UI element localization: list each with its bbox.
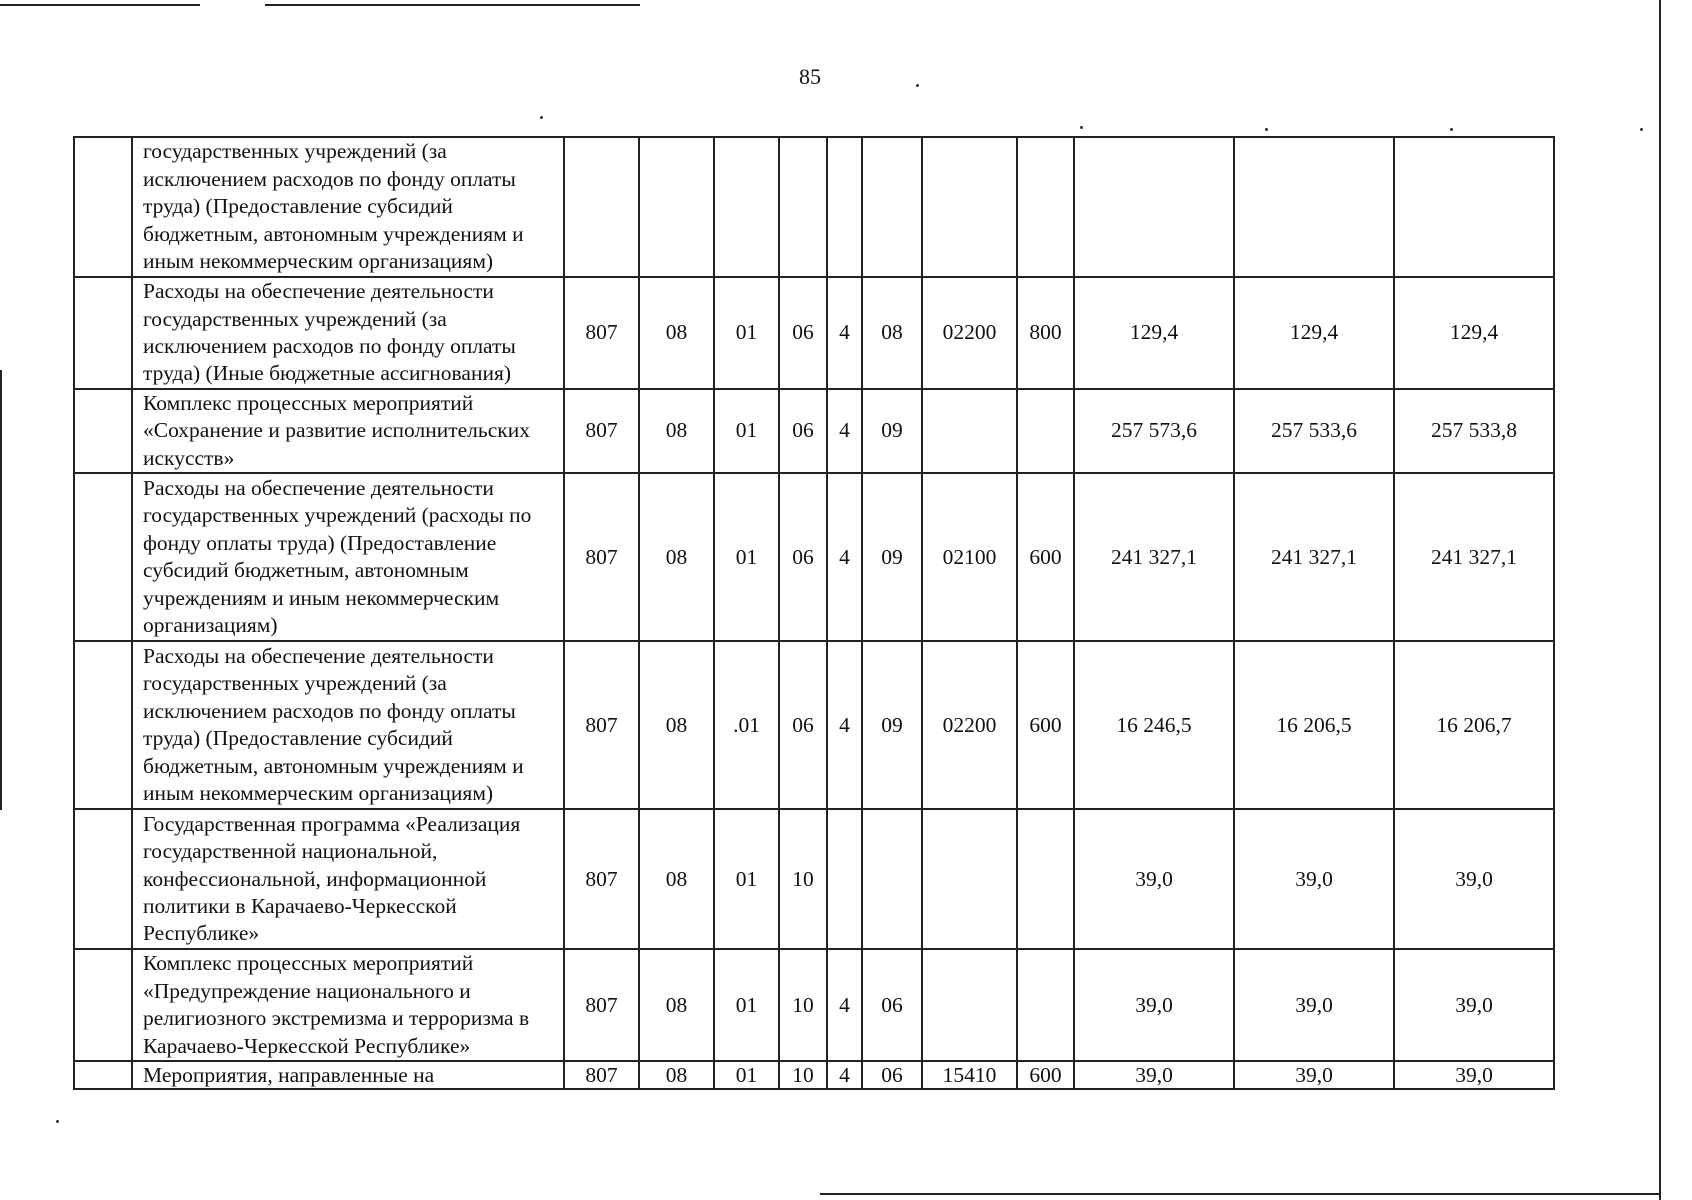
amount-year-3: 39,0	[1394, 949, 1554, 1061]
type-code: 4	[827, 641, 862, 809]
direction-code: 02100	[922, 473, 1017, 641]
ministry-code	[564, 137, 639, 277]
direction-code	[922, 389, 1017, 473]
table-row	[74, 389, 1554, 473]
amount-year-2: 241 327,1	[1234, 473, 1394, 641]
direction-code	[922, 137, 1017, 277]
type-code	[827, 809, 862, 949]
scan-speck	[1265, 128, 1268, 131]
type-code: 4	[827, 949, 862, 1061]
ministry-code: 807	[564, 1061, 639, 1089]
expense-name: Расходы на обеспечение деятельности государственных учреждений (за исключением расходов по фонду оплаты труда) (Иные бюджетные ассигнования)	[132, 277, 564, 389]
amount-year-1: 39,0	[1074, 809, 1234, 949]
expense-type-code: 800	[1017, 277, 1074, 389]
complex-code: 09	[862, 473, 922, 641]
type-code: 4	[827, 389, 862, 473]
row-number-cell	[74, 389, 132, 473]
scan-speck	[1450, 128, 1453, 131]
program-code: 06	[779, 277, 827, 389]
table-row	[74, 1061, 1554, 1089]
ministry-code: 807	[564, 389, 639, 473]
scan-speck	[1640, 128, 1643, 131]
amount-year-3: 16 206,7	[1394, 641, 1554, 809]
complex-code: 09	[862, 389, 922, 473]
program-code: 10	[779, 809, 827, 949]
scan-line-bottom	[820, 1193, 1660, 1195]
amount-year-1: 39,0	[1074, 949, 1234, 1061]
row-number-cell	[74, 473, 132, 641]
type-code: 4	[827, 277, 862, 389]
section-code: 08	[639, 809, 714, 949]
ministry-code: 807	[564, 949, 639, 1061]
expense-type-code: 600	[1017, 1061, 1074, 1089]
row-number-cell	[74, 949, 132, 1061]
section-code: 08	[639, 641, 714, 809]
ministry-code: 807	[564, 473, 639, 641]
table-row	[74, 949, 1554, 1061]
direction-code	[922, 949, 1017, 1061]
subsection-code: .01	[714, 641, 779, 809]
amount-year-3	[1394, 137, 1554, 277]
ministry-code: 807	[564, 809, 639, 949]
amount-year-2: 257 533,6	[1234, 389, 1394, 473]
expense-type-code: 600	[1017, 641, 1074, 809]
amount-year-2: 39,0	[1234, 949, 1394, 1061]
subsection-code: 01	[714, 1061, 779, 1089]
section-code: 08	[639, 949, 714, 1061]
expense-type-code	[1017, 389, 1074, 473]
complex-code	[862, 137, 922, 277]
expense-name: Расходы на обеспечение деятельности государственных учреждений (за исключением расходов по фонду оплаты труда) (Предоставление субсидий бюджетным, автономным учреждениям и иным некоммерческим организациям)	[132, 641, 564, 809]
expense-type-code	[1017, 949, 1074, 1061]
complex-code: 09	[862, 641, 922, 809]
amount-year-2: 16 206,5	[1234, 641, 1394, 809]
row-number-cell	[74, 1061, 132, 1089]
amount-year-1: 129,4	[1074, 277, 1234, 389]
table-row	[74, 641, 1554, 809]
scan-line-top	[0, 4, 200, 6]
amount-year-3: 241 327,1	[1394, 473, 1554, 641]
type-code	[827, 137, 862, 277]
row-number-cell	[74, 809, 132, 949]
expense-name: государственных учреждений (за исключением расходов по фонду оплаты труда) (Предоставление субсидий бюджетным, автономным учреждениям и иным некоммерческим организациям)	[132, 137, 564, 277]
scan-line-top-right	[265, 4, 640, 6]
subsection-code: 01	[714, 473, 779, 641]
table-row	[74, 809, 1554, 949]
program-code	[779, 137, 827, 277]
amount-year-3: 39,0	[1394, 809, 1554, 949]
amount-year-1	[1074, 137, 1234, 277]
section-code	[639, 137, 714, 277]
amount-year-3: 257 533,8	[1394, 389, 1554, 473]
direction-code: 02200	[922, 277, 1017, 389]
ministry-code: 807	[564, 277, 639, 389]
section-code: 08	[639, 277, 714, 389]
subsection-code: 01	[714, 949, 779, 1061]
type-code: 4	[827, 1061, 862, 1089]
complex-code	[862, 809, 922, 949]
expense-name: Расходы на обеспечение деятельности государственных учреждений (расходы по фонду оплаты труда) (Предоставление субсидий бюджетным, автономным учреждениям и иным некоммерческим организациям)	[132, 473, 564, 641]
direction-code	[922, 809, 1017, 949]
section-code: 08	[639, 389, 714, 473]
expense-name: Комплекс процессных мероприятий «Предупреждение национального и религиозного экстремизма и терроризма в Карачаево-Черкесской Республике»	[132, 949, 564, 1061]
table-row	[74, 277, 1554, 389]
program-code: 06	[779, 389, 827, 473]
row-number-cell	[74, 277, 132, 389]
complex-code: 08	[862, 277, 922, 389]
ministry-code: 807	[564, 641, 639, 809]
amount-year-1: 241 327,1	[1074, 473, 1234, 641]
scan-speck	[916, 84, 919, 87]
complex-code: 06	[862, 949, 922, 1061]
expense-type-code	[1017, 809, 1074, 949]
page-number: 85	[799, 64, 821, 89]
amount-year-3: 129,4	[1394, 277, 1554, 389]
amount-year-1: 257 573,6	[1074, 389, 1234, 473]
amount-year-2: 39,0	[1234, 809, 1394, 949]
complex-code: 06	[862, 1061, 922, 1089]
amount-year-2: 39,0	[1234, 1061, 1394, 1089]
direction-code: 15410	[922, 1061, 1017, 1089]
scan-line-left-edge	[0, 370, 2, 810]
scan-line-right-edge	[1659, 0, 1661, 1200]
direction-code: 02200	[922, 641, 1017, 809]
scan-speck	[1080, 126, 1083, 129]
row-number-cell	[74, 641, 132, 809]
section-code: 08	[639, 1061, 714, 1089]
expense-type-code	[1017, 137, 1074, 277]
expense-name: Мероприятия, направленные на	[132, 1061, 564, 1089]
amount-year-1: 39,0	[1074, 1061, 1234, 1089]
subsection-code: 01	[714, 809, 779, 949]
expense-type-code: 600	[1017, 473, 1074, 641]
type-code: 4	[827, 473, 862, 641]
amount-year-2	[1234, 137, 1394, 277]
program-code: 06	[779, 473, 827, 641]
scan-speck	[56, 1120, 59, 1123]
subsection-code	[714, 137, 779, 277]
table-row	[74, 137, 1554, 277]
amount-year-2: 129,4	[1234, 277, 1394, 389]
budget-table	[73, 136, 1555, 1090]
program-code: 10	[779, 1061, 827, 1089]
section-code: 08	[639, 473, 714, 641]
row-number-cell	[74, 137, 132, 277]
scan-speck	[540, 116, 543, 119]
program-code: 10	[779, 949, 827, 1061]
subsection-code: 01	[714, 277, 779, 389]
expense-name: Комплекс процессных мероприятий «Сохранение и развитие исполнительских искусств»	[132, 389, 564, 473]
amount-year-1: 16 246,5	[1074, 641, 1234, 809]
amount-year-3: 39,0	[1394, 1061, 1554, 1089]
subsection-code: 01	[714, 389, 779, 473]
expense-name: Государственная программа «Реализация государственной национальной, конфессиональной, информационной политики в Карачаево-Черкесской Республике»	[132, 809, 564, 949]
program-code: 06	[779, 641, 827, 809]
table-row	[74, 473, 1554, 641]
